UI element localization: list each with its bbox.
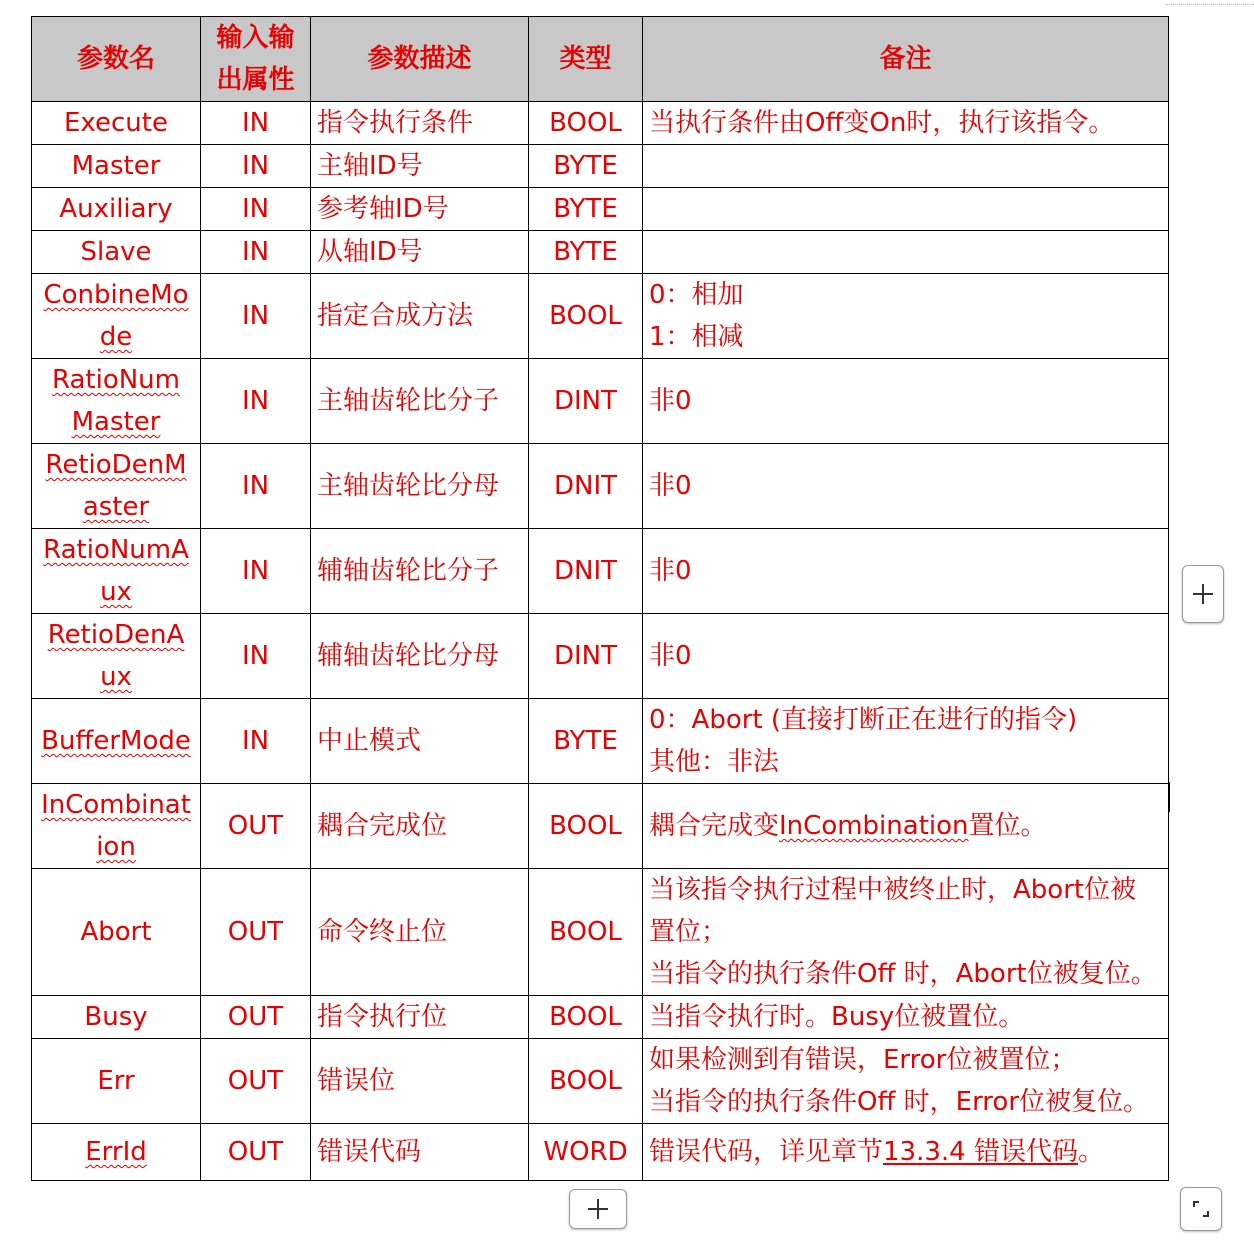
clipped-heading: [28, 0, 168, 8]
param-name-cell: [32, 359, 201, 444]
io-attr-cell: IN: [201, 102, 311, 145]
io-attr-cell: OUT: [201, 869, 311, 996]
header-param-name: 参数名: [32, 17, 201, 102]
note-text: 耦合完成变: [649, 811, 780, 841]
param-name-text: Master: [71, 407, 161, 437]
io-attr-cell: IN: [201, 274, 311, 359]
param-desc-cell: 中止模式: [311, 699, 529, 784]
param-name-text: ConbineMo: [43, 280, 189, 310]
table-row: [32, 529, 1169, 614]
param-desc-cell: 主轴齿轮比分母: [311, 444, 529, 529]
param-desc-cell: 指定合成方法: [311, 274, 529, 359]
note-cell: [643, 231, 1169, 274]
io-attr-cell: IN: [201, 231, 311, 274]
header-type: 类型: [529, 17, 643, 102]
type-cell: BOOL: [529, 784, 643, 869]
param-desc-cell: 辅轴齿轮比分子: [311, 529, 529, 614]
table-row: [32, 188, 1169, 231]
note-cell: [643, 1039, 1169, 1124]
param-name-text: de: [99, 322, 133, 352]
table-header-row: [32, 17, 1169, 102]
param-name-cell: [32, 1039, 201, 1124]
io-attr-cell: IN: [201, 145, 311, 188]
add-column-button[interactable]: [1182, 565, 1224, 623]
param-name-cell: [32, 529, 201, 614]
note-cell: [643, 102, 1169, 145]
param-name-cell: [32, 145, 201, 188]
param-name-cell: [32, 444, 201, 529]
note-cell: [643, 996, 1169, 1039]
add-row-button[interactable]: [569, 1189, 627, 1229]
table-row: [32, 145, 1169, 188]
param-name-cell: [32, 274, 201, 359]
param-name-cell: [32, 1124, 201, 1181]
note-line: 当指令的执行条件Off 时，Abort位被复位。: [649, 959, 1157, 989]
resize-corner-icon: [1192, 1200, 1210, 1218]
param-desc-cell: 耦合完成位: [311, 784, 529, 869]
type-cell: DINT: [529, 614, 643, 699]
note-line: 如果检测到有错误，Error位被置位；: [649, 1045, 1077, 1075]
param-name-text: Auxiliary: [59, 194, 173, 224]
param-name-text: BufferMode: [41, 726, 191, 756]
table-row: [32, 102, 1169, 145]
param-desc-cell: 主轴ID号: [311, 145, 529, 188]
note-line: 当指令的执行条件Off 时，Error位被复位。: [649, 1087, 1150, 1117]
note-line: 当该指令执行过程中被终止时，Abort位被: [649, 875, 1137, 905]
note-cell: [643, 444, 1169, 529]
type-cell: BOOL: [529, 996, 643, 1039]
param-name-text: RetioDenM: [45, 450, 187, 480]
param-name-text: RatioNumA: [43, 535, 189, 565]
type-cell: BOOL: [529, 274, 643, 359]
note-cell: [643, 274, 1169, 359]
note-line: 非0: [649, 641, 692, 671]
header-param-desc: 参数描述: [311, 17, 529, 102]
note-cell: [643, 614, 1169, 699]
io-attr-cell: OUT: [201, 1124, 311, 1181]
param-desc-cell: 指令执行条件: [311, 102, 529, 145]
param-name-cell: [32, 784, 201, 869]
note-line: 当执行条件由Off变On时，执行该指令。: [649, 108, 1115, 138]
type-cell: DINT: [529, 359, 643, 444]
param-name-text: aster: [82, 492, 150, 522]
param-name-cell: [32, 996, 201, 1039]
header-note: 备注: [643, 17, 1169, 102]
param-name-text: Abort: [80, 917, 152, 947]
table-row: [32, 996, 1169, 1039]
io-attr-cell: IN: [201, 188, 311, 231]
param-desc-cell: 参考轴ID号: [311, 188, 529, 231]
note-cell: [643, 359, 1169, 444]
io-attr-cell: OUT: [201, 784, 311, 869]
type-cell: DNIT: [529, 444, 643, 529]
param-name-cell: [32, 188, 201, 231]
note-cell: [643, 529, 1169, 614]
cross-reference-link[interactable]: 13.3.4 错误代码: [883, 1137, 1078, 1167]
resize-table-button[interactable]: [1180, 1187, 1222, 1231]
note-line: 非0: [649, 471, 692, 501]
note-cell: [643, 188, 1169, 231]
note-cell: [643, 784, 1169, 869]
param-desc-cell: 错误代码: [311, 1124, 529, 1181]
io-attr-cell: IN: [201, 444, 311, 529]
io-attr-cell: OUT: [201, 996, 311, 1039]
param-name-text: ux: [100, 577, 132, 607]
table-row: [32, 614, 1169, 699]
note-line: 当指令执行时。Busy位被置位。: [649, 1002, 1025, 1032]
plus-icon: [1193, 584, 1213, 604]
io-attr-cell: IN: [201, 699, 311, 784]
note-cell: [643, 145, 1169, 188]
param-name-text: RatioNum: [51, 365, 180, 395]
param-name-text: InCombinat: [41, 790, 191, 820]
param-desc-cell: 辅轴齿轮比分母: [311, 614, 529, 699]
note-line: 0：Abort (直接打断正在进行的指令): [649, 705, 1078, 735]
text-cursor: [1168, 782, 1170, 812]
table-row: [32, 444, 1169, 529]
table-row: [32, 699, 1169, 784]
note-text: 错误代码，详见章节: [649, 1137, 884, 1167]
note-line: 非0: [649, 386, 692, 416]
io-attr-cell: OUT: [201, 1039, 311, 1124]
parameter-table: [31, 16, 1169, 1181]
note-line: 1：相减: [649, 322, 744, 352]
type-cell: BYTE: [529, 145, 643, 188]
param-name-text: ux: [100, 662, 132, 692]
param-name-text: Busy: [84, 1002, 148, 1032]
type-cell: BYTE: [529, 231, 643, 274]
type-cell: BOOL: [529, 102, 643, 145]
param-desc-cell: 从轴ID号: [311, 231, 529, 274]
note-cell: [643, 1124, 1169, 1181]
note-text: 。: [1077, 1137, 1104, 1167]
note-line: 0：相加: [649, 280, 744, 310]
param-desc-cell: 命令终止位: [311, 869, 529, 996]
table-row: [32, 274, 1169, 359]
type-cell: WORD: [529, 1124, 643, 1181]
param-name-cell: [32, 869, 201, 996]
param-desc-cell: 指令执行位: [311, 996, 529, 1039]
note-text: 置位。: [968, 811, 1047, 841]
table-row: [32, 1039, 1169, 1124]
param-name-text: ErrId: [85, 1137, 147, 1167]
note-cell: [643, 869, 1169, 996]
param-name-cell: [32, 231, 201, 274]
note-line: 其他：非法: [649, 747, 780, 777]
note-line: 非0: [649, 556, 692, 586]
param-desc-cell: 错误位: [311, 1039, 529, 1124]
table-row: [32, 1124, 1169, 1181]
io-attr-cell: IN: [201, 529, 311, 614]
param-name-text: Slave: [80, 237, 152, 267]
type-cell: BYTE: [529, 188, 643, 231]
note-cell: [643, 699, 1169, 784]
table-row: [32, 359, 1169, 444]
param-name-text: ion: [96, 832, 136, 862]
type-cell: DNIT: [529, 529, 643, 614]
type-cell: BOOL: [529, 1039, 643, 1124]
divider: [1166, 4, 1254, 5]
param-name-cell: [32, 102, 201, 145]
io-attr-cell: IN: [201, 359, 311, 444]
param-name-text: Err: [97, 1066, 135, 1096]
type-cell: BYTE: [529, 699, 643, 784]
io-attr-cell: IN: [201, 614, 311, 699]
param-name-cell: [32, 614, 201, 699]
header-io-attr: 输入输 出属性: [201, 17, 311, 102]
table-row: [32, 231, 1169, 274]
param-name-text: RetioDenA: [47, 620, 185, 650]
note-line: 置位；: [649, 917, 728, 947]
type-cell: BOOL: [529, 869, 643, 996]
param-name-text: Execute: [64, 108, 168, 138]
cross-reference-link[interactable]: InCombination: [779, 811, 969, 841]
table-row: [32, 869, 1169, 996]
plus-icon: [588, 1199, 608, 1219]
param-desc-cell: 主轴齿轮比分子: [311, 359, 529, 444]
table-row: [32, 784, 1169, 869]
param-name-text: Master: [71, 151, 161, 181]
param-name-cell: [32, 699, 201, 784]
